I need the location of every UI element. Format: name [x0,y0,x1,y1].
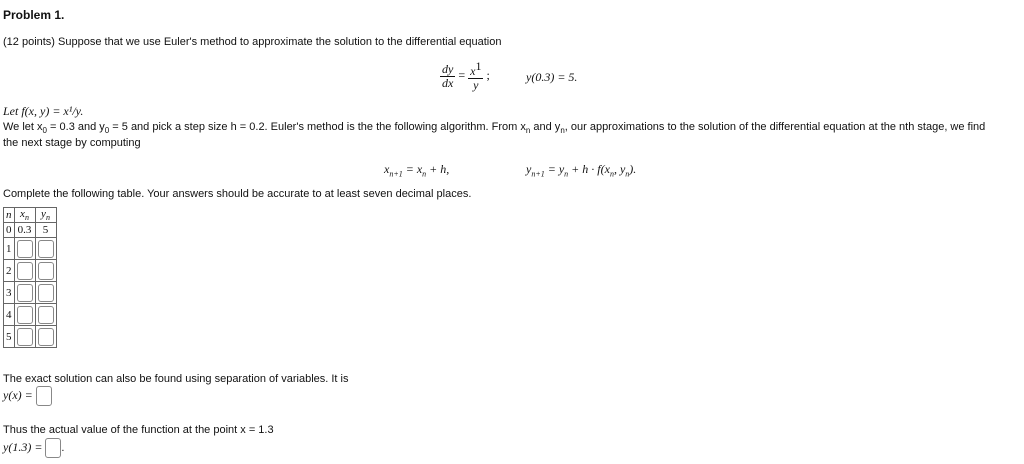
table-row [4,304,57,326]
ode-equation: $\frac{dy}{dx}$ = $\frac{x^1}{y}$ ; [442,59,490,92]
problem-intro: (12 points) Suppose that we use Euler's method to approximate the solution to the differential equation [3,36,502,48]
row-5-n: 5 [4,326,15,348]
x-recurrence: $x_{n+1} = x_n + h$, [384,162,450,179]
row-5-y-input[interactable] [38,328,54,346]
rhs-y: y [473,78,479,92]
table-instruction: Complete the following table. Your answers should be accurate to at least seven decimal places. [3,188,472,200]
header-n: n [4,208,15,223]
exact-solution-label: y(x) = [3,387,33,402]
row-2-x-input[interactable] [17,262,33,280]
row-3-n: 3 [4,282,15,304]
ode-separator: ; [486,67,490,82]
exact-solution-row [3,386,52,406]
actual-value-input[interactable] [45,438,61,458]
row-3-y-input[interactable] [38,284,54,302]
dy-dx-fraction [440,63,455,90]
table-row [4,260,57,282]
actual-value-period: . [61,441,65,454]
header-y: $y_n$ [35,208,56,223]
rhs-exponent: 1 [475,59,482,73]
euler-table [3,207,57,348]
dx: dx [442,75,454,90]
row-1-n: 1 [4,238,15,260]
actual-value-text: Thus the actual value of the function at the point x = 1.3 [3,424,274,436]
table-row [4,238,57,260]
exact-solution-input[interactable] [36,386,52,406]
header-x: $x_n$ [14,208,35,223]
table-row [4,282,57,304]
f-definition: Let f(x, y) = x¹/y. [3,104,84,118]
actual-value-label: y(1.3) = [3,439,43,454]
row-0-y: 5 [35,223,56,238]
dy: dy [442,61,454,76]
rhs-x: x [470,64,476,78]
row-5-x-input[interactable] [17,328,33,346]
row-2-y-input[interactable] [38,262,54,280]
row-3-x-input[interactable] [17,284,33,302]
table-row [4,326,57,348]
row-4-n: 4 [4,304,15,326]
row-4-x-input[interactable] [17,306,33,324]
exact-solution-text: The exact solution can also be found using separation of variables. It is [3,373,349,385]
row-0-x: 0.3 [14,223,35,238]
row-1-y-input[interactable] [38,240,54,258]
row-2-n: 2 [4,260,15,282]
initial-condition: y(0.3) = 5. [526,70,578,84]
row-4-y-input[interactable] [38,306,54,324]
actual-value-row [3,438,64,458]
rhs-fraction [468,60,483,92]
algorithm-line-1: We let $x_0 = 0.3$ and $y_0 = 5$ and pick a step size h = 0.2. Euler's method is the the following algorithm. From $x_n$ and $y_n$, our approximations to the solution of the differential equation at the nth stage, we find [3,121,986,136]
problem-title: Problem 1. [3,8,65,22]
table-header-row [4,208,57,223]
algorithm-line-2: the next stage by computing [3,137,141,149]
row-1-x-input[interactable] [17,240,33,258]
y-recurrence: $y_{n+1} = y_n + h \cdot f(x_n$, $y_n$). [526,162,637,179]
table-row [4,223,57,238]
row-0-n: 0 [4,223,15,238]
